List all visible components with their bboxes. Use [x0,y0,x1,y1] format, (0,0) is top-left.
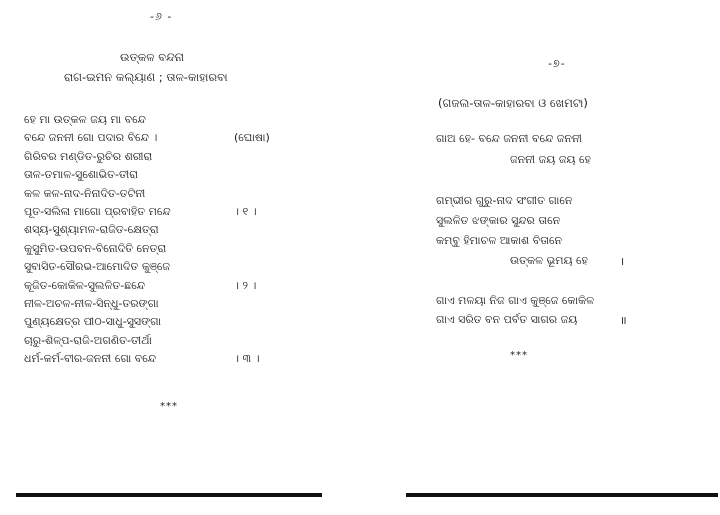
verse-line: ଗାଏ ମଳୟା ନିଜ ଗାଏ କୁଞ୍ଜେ କୋକିଳ [436,294,595,307]
poem-title: ଉତ୍କଳ ବନ୍ଦନା [120,50,184,64]
verse-line: ଗାଏ ସରିତ ବନ ପର୍ବତ ସାଗର ଜୟ [436,313,578,326]
refrain-line: ଗାଅ ହେ- ବନ୍ଦେ ଜନନୀ ବନ୍ଦେ ଜନନୀ [436,132,582,145]
refrain-mark: (ଘୋଷା) [234,131,270,145]
stanza-mark: ॥ [620,314,627,327]
refrain-line: ଜନନୀ ଜୟ ଜୟ ହେ [510,153,591,166]
verse-line: ବନ୍ଦେ ଜନନୀ ଗୋ ପଦାର ବିନ୍ଦେ । (ଘୋଷା) [24,129,171,147]
stanza-number: । ୨ । [234,278,257,292]
stanza-number: । ୧ । [234,204,257,218]
raga-tala-line: ରାଗ-ଇମନ କଲ୍ୟାଣ ; ତାଳ-କାହାରବା [64,70,228,84]
song-heading: (ଗଜଲ-ତାଳ-କାହାରବା ଓ ଖେମଟା) [438,96,588,110]
end-mark: *** [510,350,528,361]
verse-line: କୁସୁମିତ-ଉପବନ-ବିନୋଦିତି ନେତ୍ରା [24,241,167,255]
verse-line: ଗିରିବର ମଣ୍ଡିତ-ରୁଚିର ଶରୀରା [24,149,153,163]
stanza-mark: । [620,255,625,268]
page-number: -୬ - [150,10,173,23]
page-number: -୭- [548,57,566,70]
footer-rule [406,493,718,497]
stanza-number: । ୩ । [234,352,260,366]
verse-line: ଗମ୍ଭୀର ଗୁରୁ-ନାଦ ସଂଗୀତ ଗାନେ [436,194,573,207]
verse-line: ଧର୍ମ-କର୍ମ-ବୀର-ଜନନୀ ଗୋ ବନ୍ଦେ । ୩ । [24,350,171,368]
verse-line: ଶସ୍ୟ-ସୁଶ୍ୟାମଳ-ରାଜିତ-କ୍ଷେତ୍ରା [24,223,159,237]
verse-line: ଚାରୁ-ଶିଳ୍ପ-ରାଜି-ଅଗଣିତ-ତୀର୍ଥା [24,333,152,347]
verse-line: କମ୍ବୁ ହିମାଚଳ ଆକାଶ ବିତାନେ [436,234,563,247]
footer-rule [16,493,322,497]
verse-line: ନୀଳ-ଅଚଳ-ନୀଳ-ସିନ୍ଧୁ-ତରଙ୍ଗା [24,296,159,310]
verse-line: ଉତ୍କଳ ଭୂମୟ ହେ [510,254,588,267]
verse-line: କଳ କଳ-ନାଦ-ନିନାଦିତ-ତଟିନୀ [24,186,146,200]
right-page [360,0,720,515]
poem-verse [24,111,270,368]
verse-line: ହେ ମା ଉତ୍କଳ ଜୟ ମା ବନ୍ଦେ [24,113,146,126]
verse-line: ପୁଣ୍ୟକ୍ଷେତ୍ର ପୀଠ-ସାଧୁ-ସୁସଙ୍ଗା [24,315,162,329]
end-mark: *** [160,401,178,412]
verse-line: ପୂତ-ସଲିଳା ମାଗୋ ପ୍ରବାହିତ ମନ୍ଦେ । ୧ । [24,203,171,221]
verse-line: ତାଳ-ତମାଳ-ସୁଶୋଭିତ-ତୀରା [24,168,138,182]
verse-line: ସୁବାସିତ-ସୌରଭ-ଆମୋଦିତ କୁଞ୍ଜେ [24,260,170,274]
verse-line: ସୁଲଳିତ ଝଙ୍କାର ସୁନ୍ଦର ତାନେ [436,214,561,227]
verse-line: କୂଜିତ-କୋକିଳ-ସୁଲଳିତ-ଛନ୍ଦେ । ୨ । [24,277,171,295]
